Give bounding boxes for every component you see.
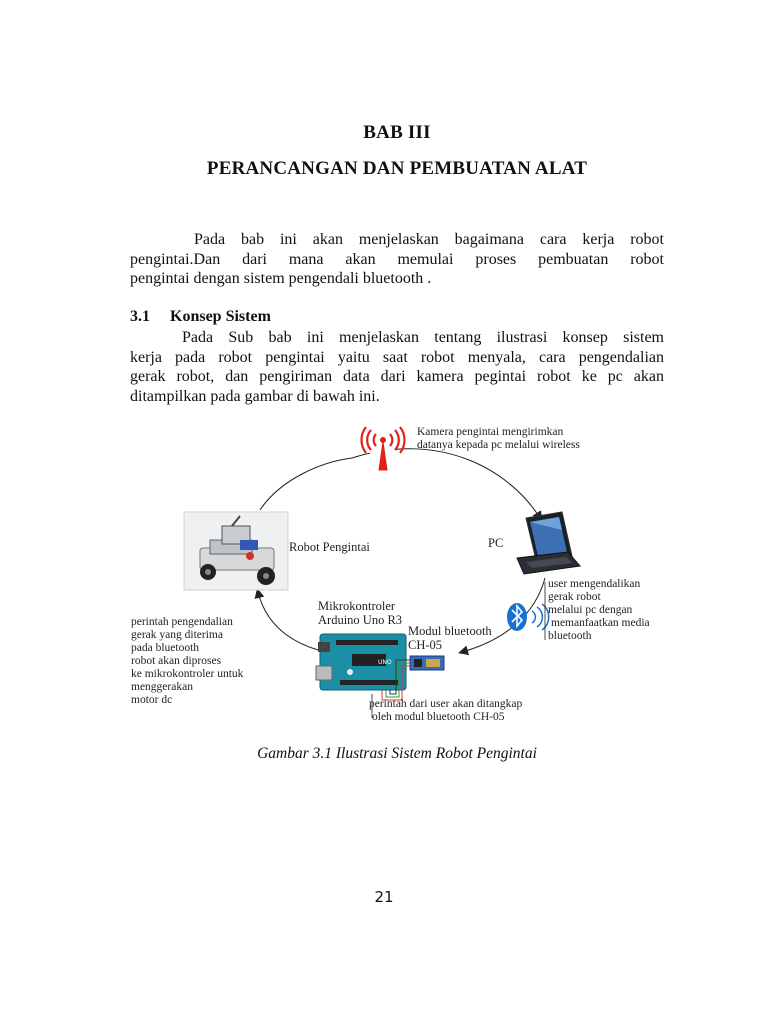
user-note: user mengendalikan gerak robot melalui pc dengan memanfaatkan media bluetooth [548, 578, 650, 642]
bluetooth-module-ch05 [410, 656, 444, 670]
arc-arduino-to-robot [258, 592, 318, 650]
intro-line: Pada bab ini akan menjelaskan bagaimana cara kerja robot [194, 231, 664, 248]
chapter-title: PERANCANGAN DAN PEMBUATAN ALAT [206, 158, 588, 179]
section-title: Konsep Sistem [170, 308, 271, 325]
command-note: perintah pengendalian gerak yang diterima pada bluetooth robot akan diproses ke mikrokontroler untuk menggerakan motor dc [131, 616, 244, 706]
pc-label: PC [488, 536, 504, 550]
camera-note: Kamera pengintai mengirimkan datanya kepada pc melalui wireless [417, 426, 580, 451]
section-line: Pada Sub bab ini menjelaskan tentang ilustrasi konsep sistem [182, 329, 664, 346]
arduino-brand-text: UNO [378, 659, 392, 666]
intro-line: pengintai dengan sistem pengendali bluetooth . [130, 270, 432, 287]
bluetooth-icon [507, 603, 549, 631]
section-line: ditampilkan pada gambar di bawah ini. [130, 387, 380, 405]
section-line: gerak robot, dan pengiriman data dari kamera pegintai robot ke pc akan [130, 368, 664, 385]
section-line: kerja pada robot pengintai yaitu saat robot menyala, cara pengendalian [130, 348, 664, 366]
bt-module-label: Modul bluetooth CH-05 [408, 624, 492, 652]
capture-note: perintah dari user akan ditangkap oleh modul bluetooth CH-05 [369, 698, 523, 723]
page-number: 21 [374, 888, 394, 906]
robot-label: Robot Pengintai [289, 540, 370, 554]
laptop-icon [517, 512, 580, 574]
arduino-uno-board [316, 634, 406, 690]
chapter-number: BAB III [363, 122, 431, 143]
robot-car-image [184, 512, 288, 590]
mcu-label: Mikrokontroler Arduino Uno R3 [318, 599, 403, 627]
figure-caption: Gambar 3.1 Ilustrasi Sistem Robot Pengintai [257, 745, 537, 762]
intro-line: pengintai.Dan dari mana akan memulai proses pembuatan robot [130, 250, 664, 268]
wireless-antenna-icon [361, 426, 404, 470]
arc-robot-to-antenna [260, 458, 352, 510]
section-number: 3.1 [130, 308, 150, 325]
